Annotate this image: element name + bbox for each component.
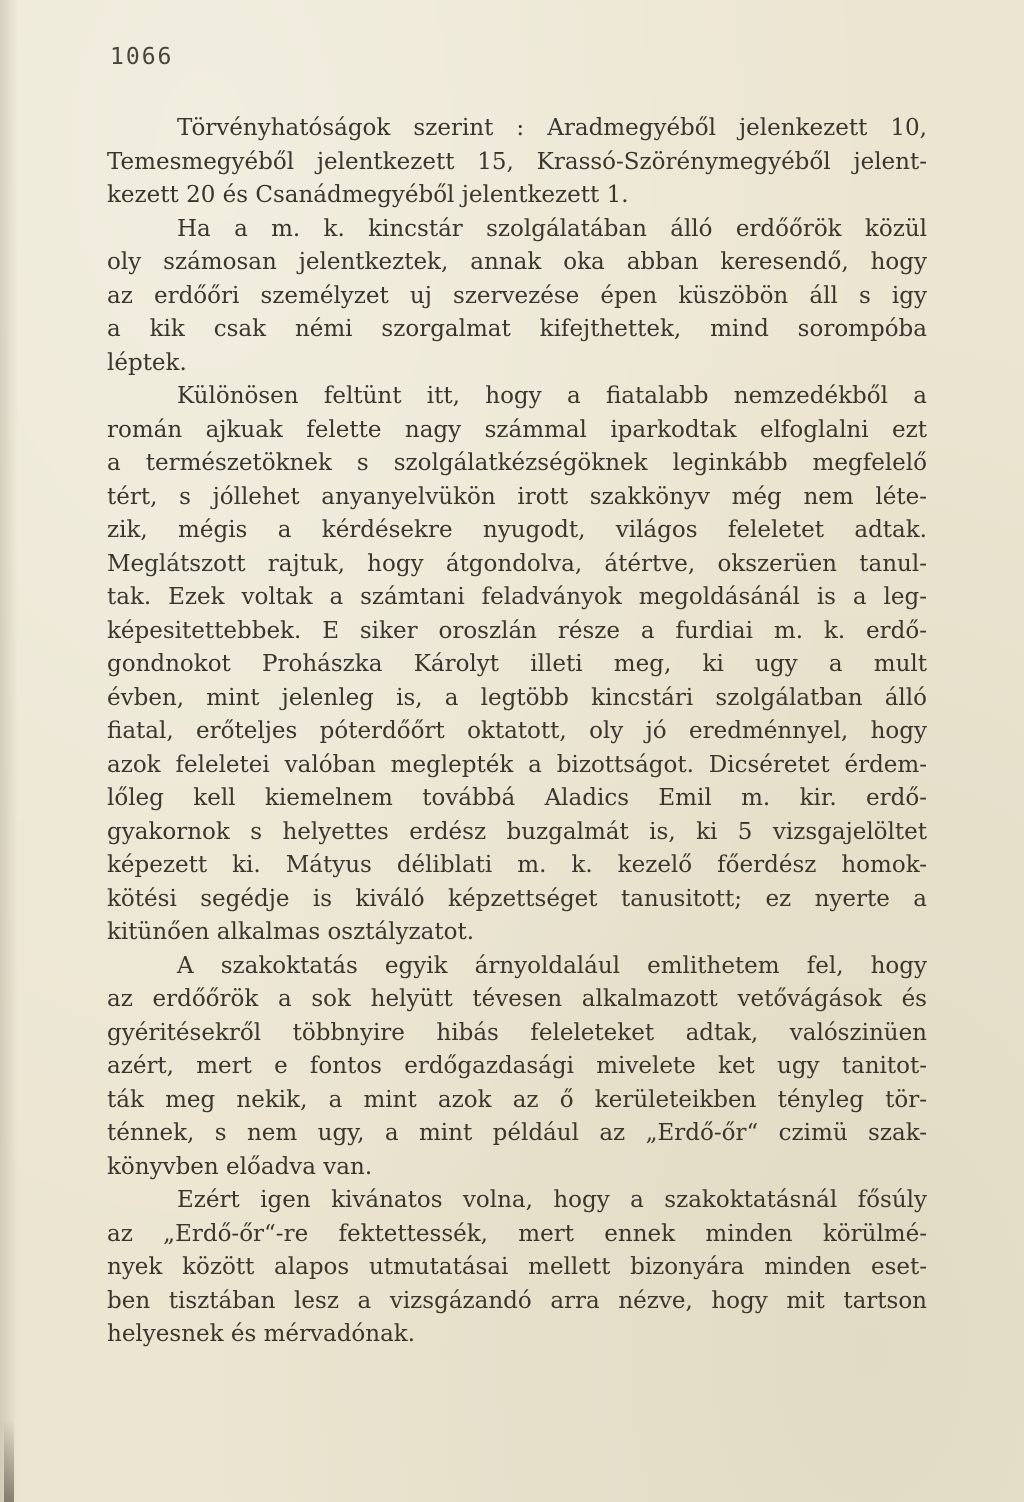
text-line: a természetöknek s szolgálatkézségöknek leginkább megfelelő <box>107 450 927 476</box>
text-line: A szakoktatás egyik árnyoldalául emlithetem fel, hogy <box>177 952 927 979</box>
text-line: évben, mint jelenleg is, a legtöbb kincstári szolgálatban álló <box>107 684 927 711</box>
text-line: tért, s jóllehet anyanyelvükön irott szakkönyv még nem léte- <box>107 483 927 510</box>
text-line: lőleg kell kiemelnem továbbá Aladics Emil m. kir. erdő- <box>107 785 927 811</box>
text-line: ben tisztában lesz a vizsgázandó arra nézve, hogy mit tartson <box>107 1287 927 1314</box>
text-line: ták meg nekik, a mint azok az ő kerületeikben tényleg tör- <box>107 1086 927 1113</box>
page-edge-mark <box>4 1420 14 1502</box>
text-line: Törvényhatóságok szerint : Aradmegyéből jelenkezett 10, <box>177 115 927 141</box>
text-line: tak. Ezek voltak a számtani feladványok megoldásánál is a leg- <box>107 584 927 610</box>
text-line: ténnek, s nem ugy, a mint például az „Erdő-őr“ czimü szak- <box>107 1120 927 1146</box>
text-line: gondnokot Prohászka Károlyt illeti meg, ki ugy a mult <box>107 651 927 677</box>
text-line: Temesmegyéből jelentkezett 15, Krassó-Szörénymegyéből jelent- <box>107 148 927 175</box>
text-line: a kik csak némi szorgalmat kifejthettek, mind sorompóba <box>107 316 927 342</box>
text-line: oly számosan jelentkeztek, annak oka abban keresendő, hogy <box>107 249 927 275</box>
text-line: Ezért igen kivánatos volna, hogy a szakoktatásnál fősúly <box>177 1187 927 1213</box>
text-line: Különösen feltünt itt, hogy a fiatalabb nemzedékből a <box>177 383 927 409</box>
text-line: kitünően alkalmas osztályzatot. <box>107 919 475 945</box>
text-line: Ha a m. k. kincstár szolgálatában álló erdőőrök közül <box>177 215 927 242</box>
text-line: az erdőőrök a sok helyütt tévesen alkalmazott vetővágások és <box>107 986 927 1012</box>
page-edge-shadow <box>0 0 18 1502</box>
text-line: azok feleletei valóban meglepték a bizottságot. Dicséretet érdem- <box>107 751 927 778</box>
text-line: kezett 20 és Csanádmegyéből jelentkezett 1. <box>107 182 629 208</box>
text-line: az erdőőri személyzet uj szervezése épen küszöbön áll s igy <box>107 282 927 309</box>
text-line: nyek között alapos utmutatásai mellett bizonyára minden eset- <box>107 1254 927 1280</box>
text-line: fiatal, erőteljes póterdőőrt oktatott, oly jó eredménnyel, hogy <box>107 718 927 744</box>
text-line: léptek. <box>107 349 187 376</box>
text-line: helyesnek és mérvadónak. <box>107 1321 416 1347</box>
page-number: 1066 <box>110 44 174 70</box>
text-line: zik, mégis a kérdésekre nyugodt, világos feleletet adtak. <box>107 517 927 543</box>
text-line: kötési segédje is kiváló képzettséget tanusitott; ez nyerte a <box>107 885 927 912</box>
text-line: könyvben előadva van. <box>107 1153 373 1180</box>
body-text <box>107 112 927 1352</box>
text-line: képezett ki. Mátyus déliblati m. k. kezelő főerdész homok- <box>107 852 927 878</box>
text-line: Meglátszott rajtuk, hogy átgondolva, átértve, okszerüen tanul- <box>107 550 927 577</box>
text-line: gyakornok s helyettes erdész buzgalmát is, ki 5 vizsgajelöltet <box>107 818 927 845</box>
text-line: az „Erdő-őr“-re fektettessék, mert ennek minden körülmé- <box>107 1220 927 1247</box>
text-line: román ajkuak felette nagy számmal iparkodtak elfoglalni ezt <box>107 416 927 443</box>
text-line: azért, mert e fontos erdőgazdasági mivelete ket ugy tanitot- <box>107 1053 927 1079</box>
text-line: gyéritésekről többnyire hibás feleleteket adtak, valószinüen <box>107 1019 927 1046</box>
text-line: képesitettebbek. E siker oroszlán része a furdiai m. k. erdő- <box>107 617 927 644</box>
